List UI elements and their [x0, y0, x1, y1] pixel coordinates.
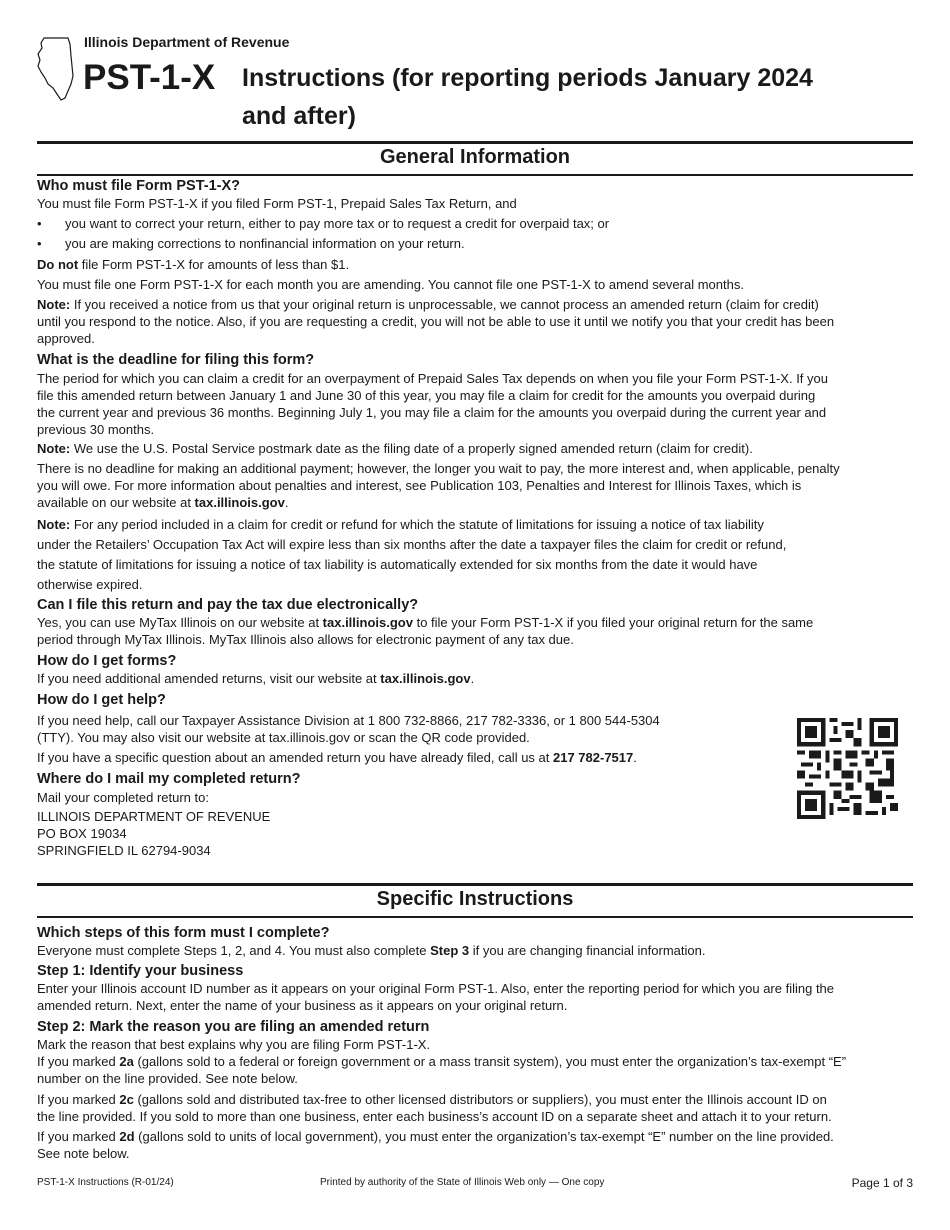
step-1-text — [37, 980, 834, 1014]
do-not-rest: file Form PST-1-X for amounts of less than $1. — [78, 257, 350, 272]
no-deadline-line-3: available on our website at — [37, 495, 195, 510]
step-2-line-4: (gallons sold and distributed tax-free to other licensed distributors or suppliers), you must enter the Illinois account ID on — [133, 1092, 827, 1107]
electronic-line-2: period through MyTax Illinois. MyTax Illinois also allows for electronic payment of any tax due. — [37, 632, 574, 647]
section-rule-bottom — [37, 916, 913, 918]
note-label: Note: — [37, 517, 71, 532]
footer-page-number: Page 1 of 3 — [851, 1176, 913, 1190]
page-title-line-1: Instructions (for reporting periods January 2024 — [242, 64, 813, 92]
step-1-heading: Step 1: Identify your business — [37, 963, 244, 979]
deadline-text — [37, 370, 828, 438]
who-must-file-text: You must file Form PST-1-X if you filed Form PST-1, Prepaid Sales Tax Return, and — [37, 196, 517, 211]
note3-line-3: the statute of limitations for issuing a notice of tax liability is automatically extended for six months from the date it would have — [37, 557, 758, 572]
period: . — [633, 750, 637, 765]
illinois-state-outline-icon — [35, 36, 77, 102]
electronic-text — [37, 614, 813, 648]
do-not-label: Do not — [37, 257, 79, 272]
footer-form-revision: PST-1-X Instructions (R-01/24) — [37, 1177, 174, 1188]
no-deadline-line-2: you will owe. For more information about penalties and interest, see Publication 103, Penalties and Interest for Illinois Taxes, which is — [37, 478, 802, 493]
note1-line-1: If you received a notice from us that your original return is unprocessable, we cannot process an amended return (claim for credit) — [70, 297, 819, 312]
step-1-line-1: Enter your Illinois account ID number as it appears on your original Form PST-1. Also, enter the reporting period for which you are filing the — [37, 981, 835, 996]
note-postmark — [37, 440, 753, 457]
which-steps-text — [37, 942, 705, 959]
help-phone: 217 782-7517 — [553, 750, 634, 765]
note3-line-4: otherwise expired. — [37, 577, 143, 592]
step-1-line-2: amended return. Next, enter the name of your business as it appears on your original return. — [37, 998, 568, 1013]
section-rule-top — [37, 883, 913, 886]
step-2-line-1: Mark the reason that best explains why you are filing Form PST-1-X. — [37, 1037, 431, 1052]
code-2c: 2c — [119, 1092, 134, 1107]
note-label: Note: — [37, 441, 71, 456]
forms-text — [37, 670, 474, 687]
help-text — [37, 712, 660, 746]
address-line-1: ILLINOIS DEPARTMENT OF REVENUE — [37, 809, 271, 824]
step-2-line-3: number on the line provided. See note below. — [37, 1071, 298, 1086]
website-link[interactable]: tax.illinois.gov — [322, 615, 413, 630]
one-per-month-text: You must file one Form PST-1-X for each month you are amending. You cannot file one PST-1-X to amend several months. — [37, 277, 744, 292]
note-unprocessable — [37, 296, 834, 347]
general-information-heading: General Information — [379, 146, 571, 168]
specific-instructions-heading: Specific Instructions — [376, 888, 574, 910]
help-specific-text — [37, 749, 637, 766]
agency-name: Illinois Department of Revenue — [84, 34, 290, 50]
note3-line-1: For any period included in a claim for credit or refund for which the statute of limitations for issuing a notice of tax liability — [70, 517, 764, 532]
no-deadline-line-1: There is no deadline for making an additional payment; however, the longer you wait to pay, the more interest and, when applicable, penalty — [37, 461, 840, 476]
deadline-line-1: The period for which you can claim a credit for an overpayment of Prepaid Sales Tax depends on when you file your Form PST-1-X. If you — [37, 371, 828, 386]
mail-heading: Where do I mail my completed return? — [37, 771, 301, 787]
step-2-if-marked: If you marked — [37, 1092, 120, 1107]
step-2-heading: Step 2: Mark the reason you are filing an amended return — [37, 1019, 430, 1035]
mailing-address — [37, 808, 270, 859]
who-must-file-heading: Who must file Form PST-1-X? — [37, 178, 241, 194]
help-line-3: If you have a specific question about an amended return you have already filed, call us at — [37, 750, 553, 765]
step-2d-text — [37, 1128, 834, 1162]
step-2-line-7: See note below. — [37, 1146, 130, 1161]
period: . — [284, 495, 289, 510]
address-line-3: SPRINGFIELD IL 62794-9034 — [37, 843, 211, 858]
step-2c-text — [37, 1091, 832, 1125]
electronic-heading: Can I file this return and pay the tax due electronically? — [37, 597, 419, 613]
forms-line: If you need additional amended returns, visit our website at — [37, 671, 381, 686]
note1-line-2: until you respond to the notice. Also, if you are requesting a credit, you will not be able to use it until we notify you that your credit has been — [37, 314, 835, 329]
step-2-line-6: (gallons sold to units of local government), you must enter the organization’s tax-exempt “E” number on the line provided. — [134, 1129, 834, 1144]
address-line-2: PO BOX 19034 — [37, 826, 127, 841]
section-rule-top — [37, 141, 913, 144]
which-steps-heading: Which steps of this form must I complete? — [37, 925, 330, 941]
deadline-line-2: file this amended return between January 1 and June 30 of this year, you may file a claim for credit for the amounts you overpaid during — [37, 388, 816, 403]
note1-line-3: approved. — [37, 331, 95, 346]
do-not-file-text — [37, 256, 349, 273]
steps-pre: Everyone must complete Steps 1, 2, and 4. You must also complete — [37, 943, 431, 958]
code-2a: 2a — [119, 1054, 134, 1069]
help-line-1: If you need help, call our Taxpayer Assistance Division at 1 800 732-8866, 217 782-3336, or 1 800 544-5304 — [37, 713, 660, 728]
note-label: Note: — [37, 297, 71, 312]
electronic-line-1-post: to file your Form PST-1-X if you filed your original return for the same — [412, 615, 814, 630]
note2-text: We use the U.S. Postal Service postmark date as the filing date of a properly signed amended return (claim for credit). — [70, 441, 753, 456]
deadline-heading: What is the deadline for filing this form? — [37, 352, 315, 368]
step-2-text — [37, 1036, 846, 1087]
who-bullet-1: you want to correct your return, either to pay more tax or to request a credit for overpaid tax; or — [65, 216, 610, 231]
section-rule-bottom — [37, 174, 913, 176]
step-2-line-2: (gallons sold to a federal or foreign government or a mass transit system), you must enter the organization’s tax-exempt “E” — [133, 1054, 847, 1069]
help-line-2: (TTY). You may also visit our website at tax.illinois.gov or scan the QR code provided. — [37, 730, 530, 745]
code-2d: 2d — [119, 1129, 135, 1144]
no-deadline-text — [37, 460, 840, 511]
help-heading: How do I get help? — [37, 692, 166, 708]
deadline-line-3: the current year and previous 36 months. Beginning July 1, you may file a claim for the amounts you overpaid during the current year and — [37, 405, 827, 420]
steps-post: if you are changing financial information. — [469, 943, 706, 958]
note-statute — [37, 515, 786, 595]
step-2-line-5: the line provided. If you sold to more than one business, enter each business’s account ID on a separate sheet and attach it to your return. — [37, 1109, 832, 1124]
steps-bold: Step 3 — [430, 943, 470, 958]
form-id: PST-1-X — [83, 58, 216, 97]
deadline-line-4: previous 30 months. — [37, 422, 155, 437]
website-link[interactable]: tax.illinois.gov — [380, 671, 471, 686]
page-title-line-2: and after) — [242, 102, 356, 130]
note3-line-2: under the Retailers’ Occupation Tax Act will expire less than six months after the date a taxpayer files the claim for credit or refund, — [37, 537, 787, 552]
electronic-line-1-pre: Yes, you can use MyTax Illinois on our website at — [37, 615, 323, 630]
mail-text: Mail your completed return to: — [37, 790, 209, 805]
qr-code-icon[interactable] — [797, 718, 898, 819]
step-2-if-marked: If you marked — [37, 1054, 120, 1069]
period: . — [470, 671, 475, 686]
bullet-marker: • — [37, 236, 42, 251]
bullet-marker: • — [37, 216, 42, 231]
forms-heading: How do I get forms? — [37, 653, 177, 669]
website-link[interactable]: tax.illinois.gov — [194, 495, 285, 510]
step-2-if-marked: If you marked — [37, 1129, 120, 1144]
who-bullet-2: you are making corrections to nonfinancial information on your return. — [65, 236, 465, 251]
footer-printed-by: Printed by authority of the State of Illinois Web only — One copy — [320, 1177, 605, 1188]
